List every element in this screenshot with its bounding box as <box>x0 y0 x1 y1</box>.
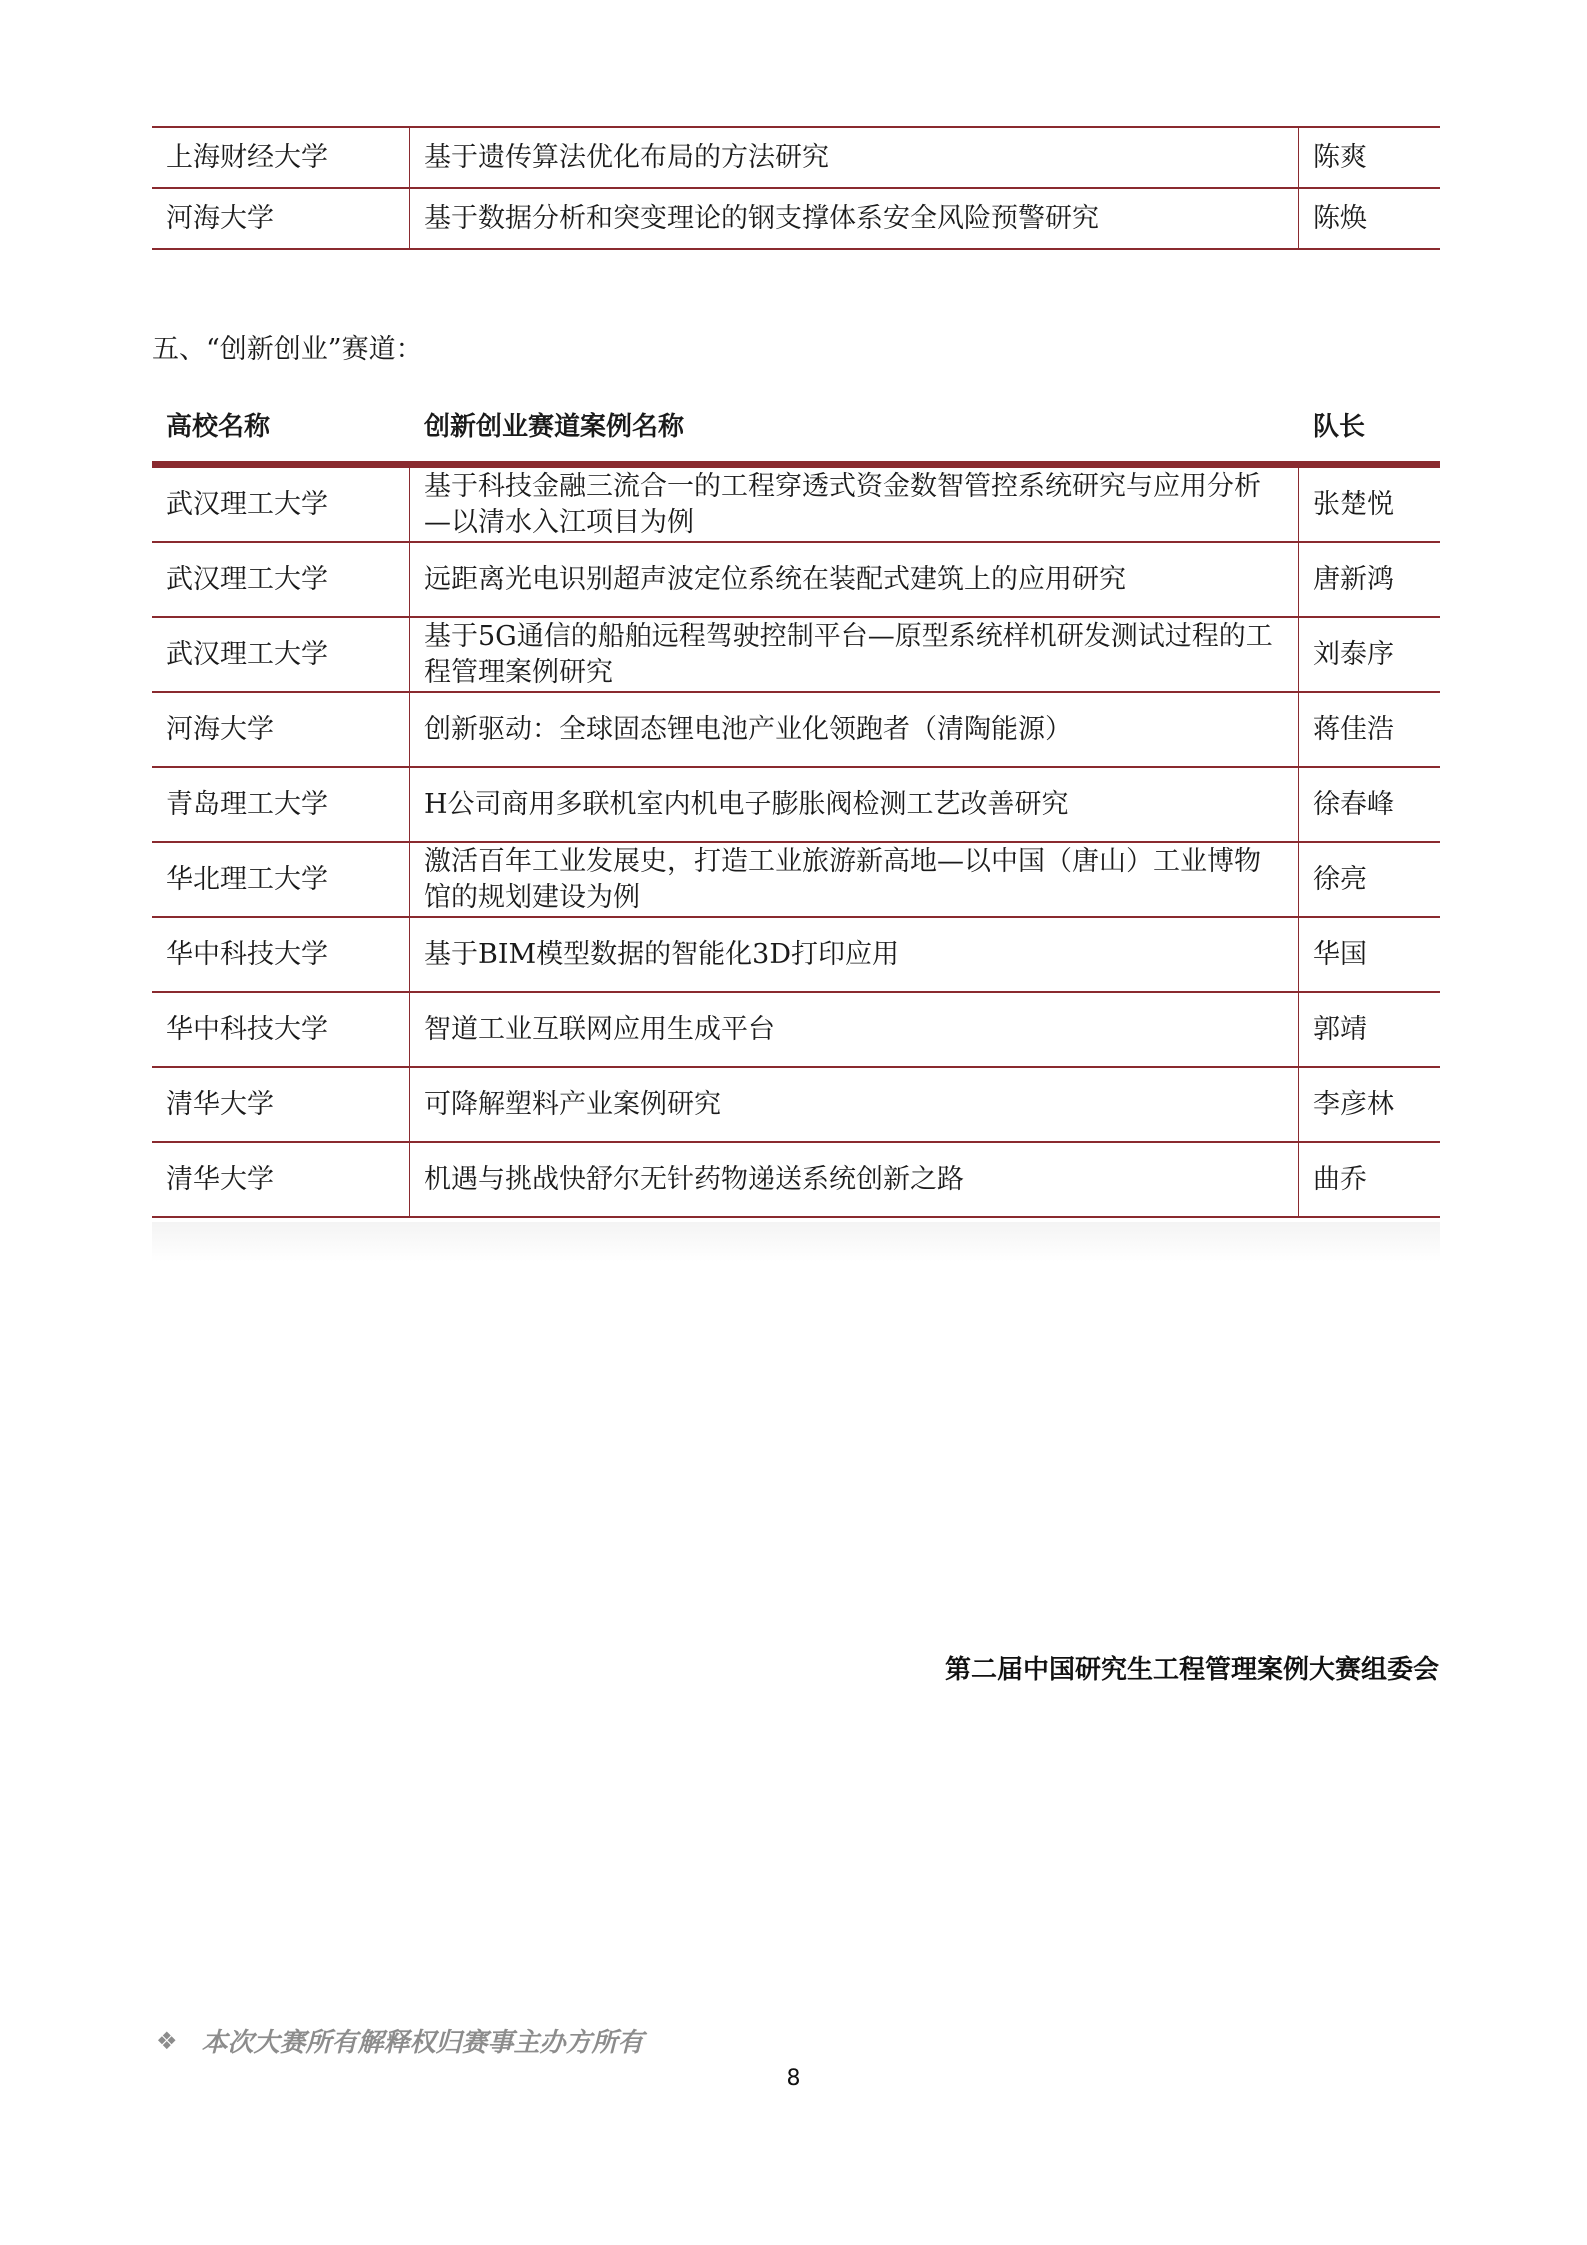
captain-cell: 徐亮 <box>1313 863 1367 895</box>
table-row <box>152 993 1440 1068</box>
school-cell: 清华大学 <box>152 1143 410 1216</box>
captain-cell: 郭靖 <box>1313 1013 1367 1045</box>
captain-cell: 徐春峰 <box>1313 788 1394 820</box>
school-cell: 武汉理工大学 <box>152 618 410 691</box>
school-cell: 武汉理工大学 <box>152 468 410 541</box>
table-row <box>152 468 1440 543</box>
school-cell: 青岛理工大学 <box>152 768 410 841</box>
case-cell: H公司商用多联机室内机电子膨胀阀检测工艺改善研究 <box>410 768 1299 841</box>
captain-cell: 曲乔 <box>1313 1163 1367 1195</box>
case-cell: 可降解塑料产业案例研究 <box>410 1068 1299 1141</box>
case-cell: 基于科技金融三流合一的工程穿透式资金数智管控系统研究与应用分析—以清水入江项目为例 <box>410 468 1299 541</box>
table-row <box>152 618 1440 693</box>
captain-cell: 张楚悦 <box>1313 488 1394 520</box>
school-cell: 华中科技大学 <box>152 918 410 991</box>
school-cell: 上海财经大学 <box>152 128 410 187</box>
table-row <box>152 1143 1440 1218</box>
captain-cell: 陈爽 <box>1313 141 1367 173</box>
table-row <box>152 768 1440 843</box>
captain-cell: 李彦林 <box>1313 1088 1394 1120</box>
school-cell: 河海大学 <box>152 189 410 248</box>
table-row <box>152 543 1440 618</box>
top-table <box>152 126 1440 250</box>
header-school: 高校名称 <box>166 411 271 442</box>
section-heading: 五、“创新创业”赛道： <box>152 334 423 365</box>
case-cell: 机遇与挑战快舒尔无针药物递送系统创新之路 <box>410 1143 1299 1216</box>
case-cell: 激活百年工业发展史，打造工业旅游新高地—以中国（唐山）工业博物馆的规划建设为例 <box>410 843 1299 916</box>
diamond-bullet-icon: ❖ <box>156 2026 178 2055</box>
footer-note-text: 本次大赛所有解释权归赛事主办方所有 <box>201 2028 644 2058</box>
case-cell: 基于数据分析和突变理论的钢支撑体系安全风险预警研究 <box>410 189 1299 248</box>
table-row <box>152 918 1440 993</box>
table-row <box>152 189 1440 250</box>
captain-cell: 陈焕 <box>1313 202 1367 234</box>
case-cell: 基于5G通信的船舶远程驾驶控制平台—原型系统样机研发测试过程的工程管理案例研究 <box>410 618 1299 691</box>
captain-cell: 华国 <box>1313 938 1367 970</box>
innovation-table <box>152 392 1440 1218</box>
school-cell: 清华大学 <box>152 1068 410 1141</box>
header-captain: 队长 <box>1313 411 1366 442</box>
table-header-row <box>152 392 1440 468</box>
case-cell: 创新驱动：全球固态锂电池产业化领跑者（清陶能源） <box>410 693 1299 766</box>
school-cell: 华北理工大学 <box>152 843 410 916</box>
table-shadow-band <box>152 1222 1440 1262</box>
captain-cell: 唐新鸿 <box>1313 563 1394 595</box>
school-cell: 武汉理工大学 <box>152 543 410 616</box>
header-case: 创新创业赛道案例名称 <box>424 411 685 442</box>
case-cell: 基于遗传算法优化布局的方法研究 <box>410 128 1299 187</box>
case-cell: 基于BIM模型数据的智能化3D打印应用 <box>410 918 1299 991</box>
footer-note <box>156 2022 644 2059</box>
case-cell: 远距离光电识别超声波定位系统在装配式建筑上的应用研究 <box>410 543 1299 616</box>
school-cell: 河海大学 <box>152 693 410 766</box>
organizer-signature: 第二届中国研究生工程管理案例大赛组委会 <box>944 1655 1439 1685</box>
captain-cell: 蒋佳浩 <box>1313 713 1394 745</box>
page-number: 8 <box>786 2066 801 2091</box>
table-row <box>152 693 1440 768</box>
table-row <box>152 1068 1440 1143</box>
captain-cell: 刘泰序 <box>1313 638 1394 670</box>
table-row <box>152 128 1440 189</box>
school-cell: 华中科技大学 <box>152 993 410 1066</box>
table-row <box>152 843 1440 918</box>
case-cell: 智道工业互联网应用生成平台 <box>410 993 1299 1066</box>
